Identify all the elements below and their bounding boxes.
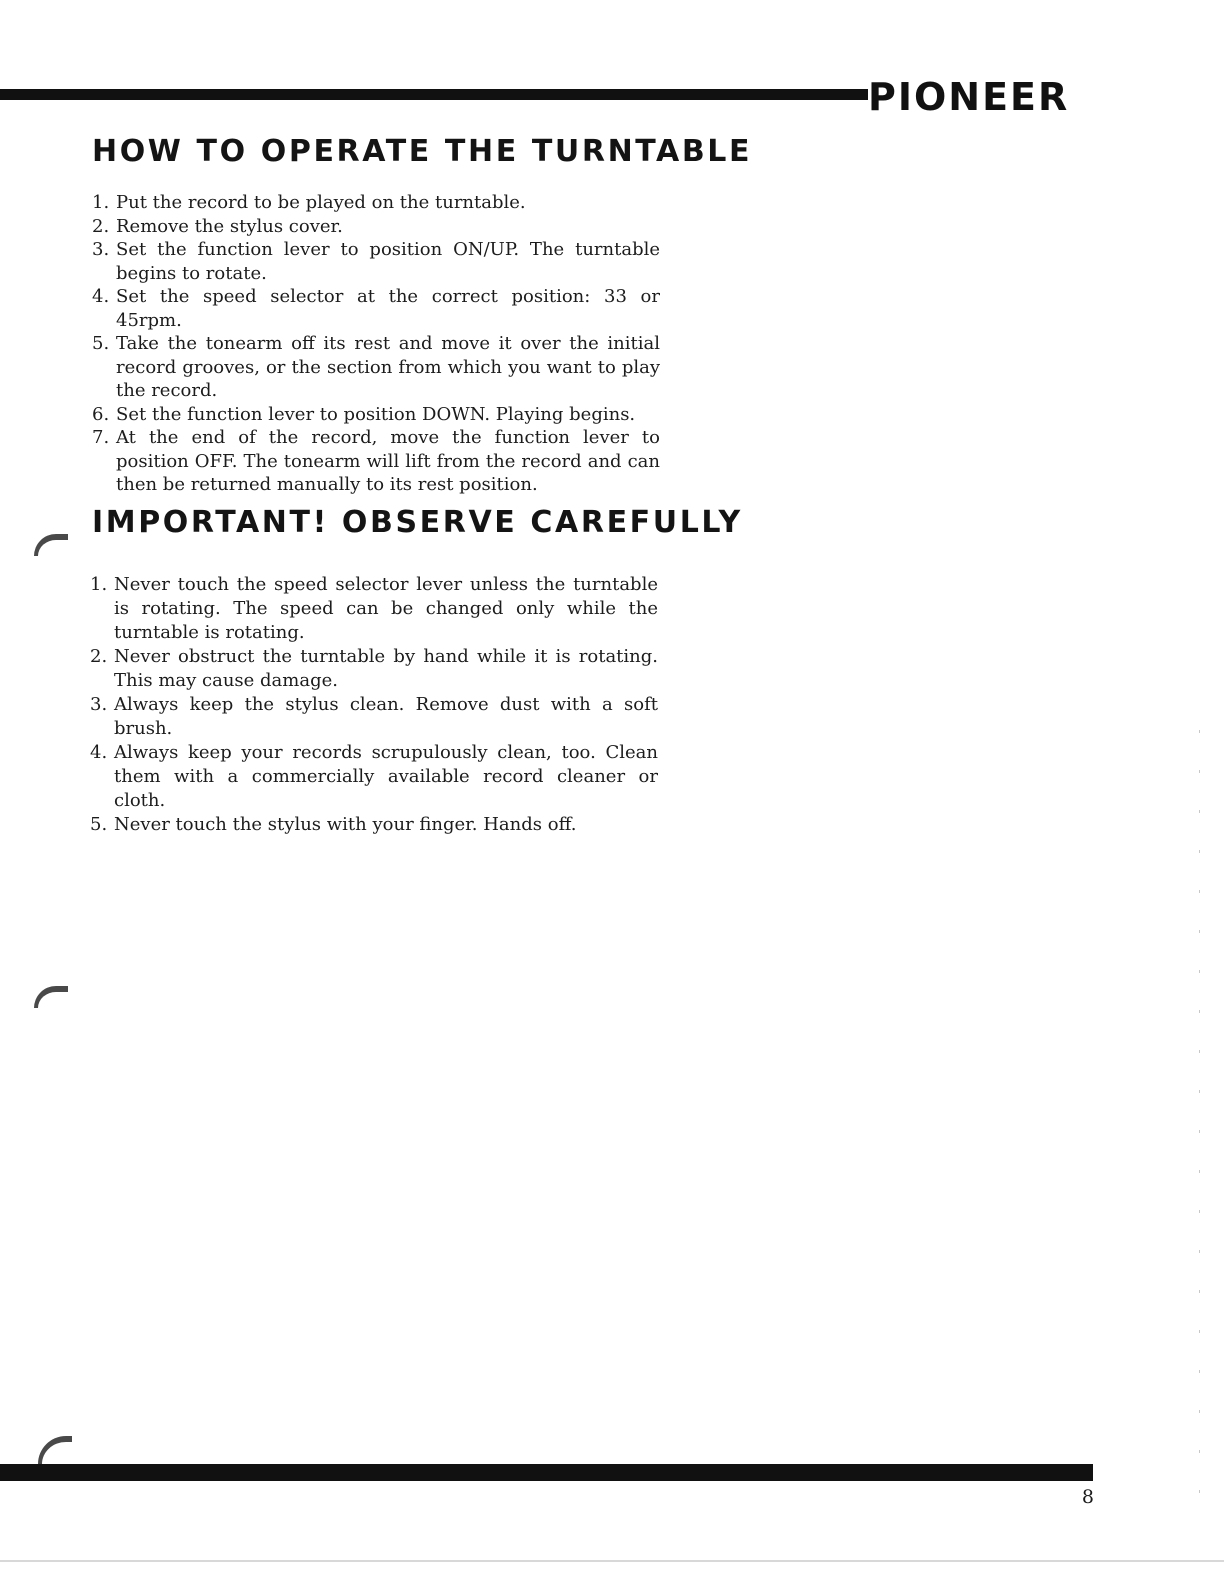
item-text: At the end of the record, move the function lever to position OFF. The tonearm will lift from the record and can then be returned manually to its rest position. (116, 427, 660, 495)
item-text: Set the speed selector at the correct position: 33 or 45rpm. (116, 286, 660, 331)
scan-edge-line (1199, 730, 1200, 1530)
list-item (92, 238, 660, 285)
item-text: Never touch the speed selector lever unless the turntable is rotating. The speed can be changed only while the turntable is rotating. (114, 574, 658, 643)
item-text: Always keep the stylus clean. Remove dust with a soft brush. (114, 694, 658, 739)
list-item (92, 332, 660, 403)
list-item (90, 813, 658, 837)
precautions-list (90, 573, 658, 837)
binder-hole-mark (34, 534, 68, 556)
page-bottom-edge (0, 1560, 1224, 1562)
list-item (92, 191, 660, 215)
operating-steps-list (92, 191, 660, 497)
binder-hole-mark (38, 1436, 72, 1464)
footer-rule (0, 1464, 1093, 1481)
item-text: Set the function lever to position ON/UP. The turntable begins to rotate. (116, 239, 660, 284)
item-number: 1. (90, 574, 108, 595)
pioneer-logo: PIONEER (868, 75, 1070, 119)
section-heading-operate: HOW TO OPERATE THE TURNTABLE (92, 134, 753, 169)
item-text: Set the function lever to position DOWN. Playing begins. (116, 403, 636, 425)
item-text: Remove the stylus cover. (116, 215, 343, 237)
page-number: 8 (1081, 1486, 1094, 1508)
header-rule (0, 89, 868, 100)
list-item (90, 741, 658, 813)
list-item (92, 426, 660, 497)
item-number: 7. (92, 427, 110, 448)
list-item (90, 573, 658, 645)
item-text: Never touch the stylus with your finger. Hands off. (114, 814, 577, 835)
list-item (92, 403, 660, 427)
item-number: 5. (92, 333, 110, 354)
item-text: Never obstruct the turntable by hand while it is rotating. This may cause damage. (114, 646, 658, 691)
item-number: 2. (92, 215, 110, 237)
list-item (92, 215, 660, 239)
item-text: Always keep your records scrupulously clean, too. Clean them with a commercially available record cleaner or cloth. (114, 742, 658, 811)
item-number: 4. (92, 286, 110, 307)
item-number: 5. (90, 814, 108, 835)
item-text: Put the record to be played on the turntable. (116, 192, 526, 213)
section-heading-important: IMPORTANT! OBSERVE CAREFULLY (92, 505, 743, 540)
item-number: 3. (90, 694, 108, 715)
binder-hole-mark (34, 986, 68, 1008)
list-item (90, 645, 658, 693)
item-number: 3. (92, 239, 110, 260)
item-text: Take the tonearm off its rest and move it over the initial record grooves, or the section from which you want to play the record. (116, 333, 660, 401)
item-number: 4. (90, 742, 108, 763)
item-number: 1. (92, 192, 110, 213)
item-number: 2. (90, 646, 108, 667)
list-item (90, 693, 658, 741)
list-item (92, 285, 660, 332)
item-number: 6. (92, 403, 110, 425)
